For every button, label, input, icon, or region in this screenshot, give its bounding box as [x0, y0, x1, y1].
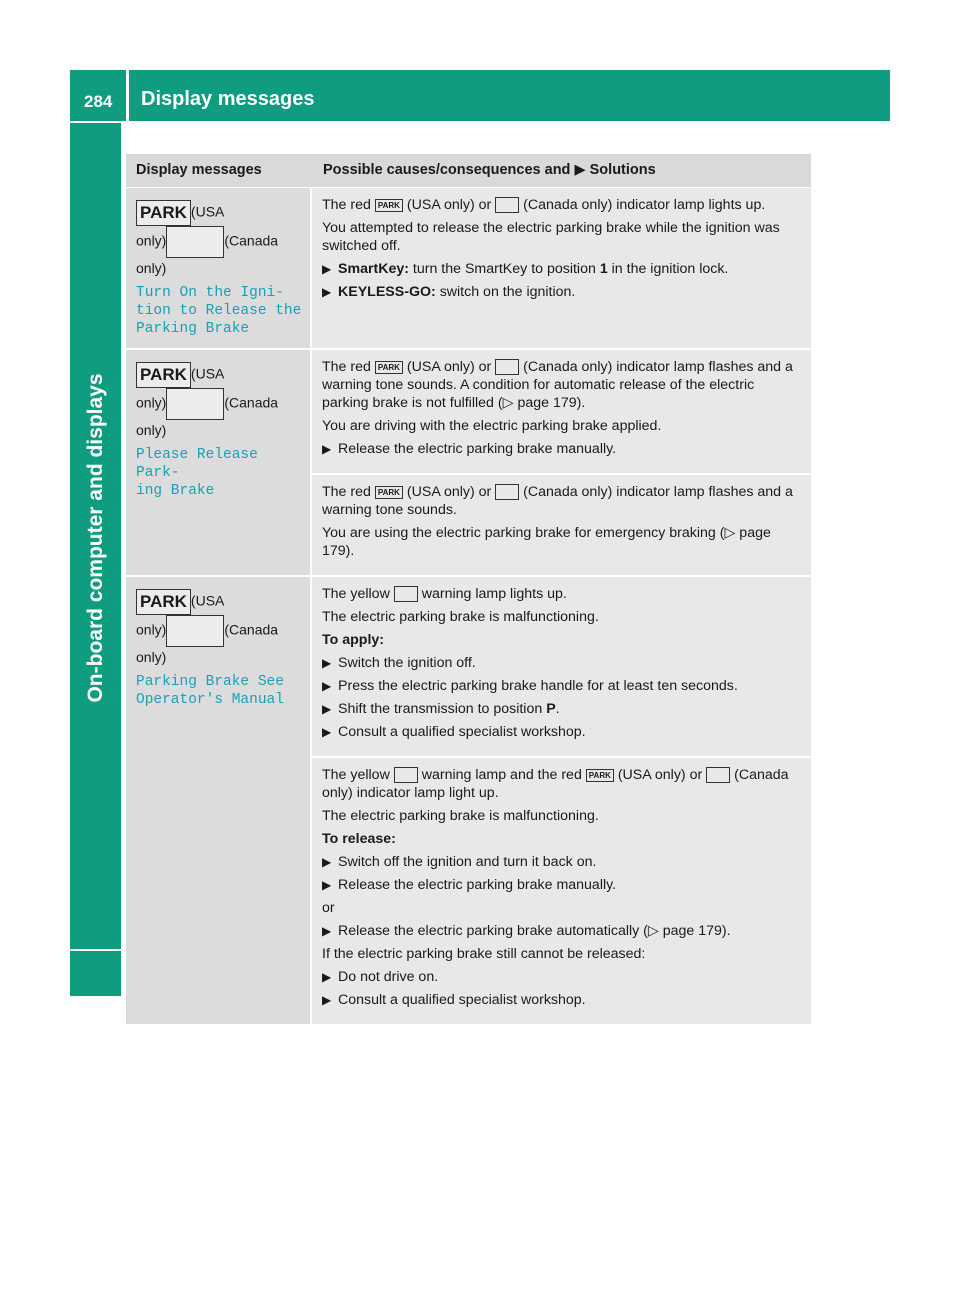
table-header	[126, 154, 811, 188]
arrow-icon: ▶	[322, 656, 332, 670]
park-lamp-icon: PARK	[136, 200, 191, 226]
parking-brake-lamp-icon	[495, 197, 519, 213]
step-item: ▶ Release the electric parking brake automatically (▷ page 179).	[322, 923, 731, 939]
display-message: Turn On the Igni- tion to Release the Parking Brake	[136, 285, 302, 337]
display-message: Parking Brake See Operator's Manual	[136, 674, 284, 708]
parking-brake-lamp-icon	[495, 359, 519, 375]
park-lamp-icon: PARK	[136, 362, 191, 388]
table-row	[126, 577, 811, 1026]
display-cell: PARK (USA only) (Canada only) Turn On the Igni- tion to Release the Parking Brake	[126, 188, 312, 348]
arrow-icon: ▶	[322, 924, 332, 938]
step-item: ▶ Shift the transmission to position P.	[322, 701, 560, 717]
cause-block: The red PARK (USA only) or (Canada only) indicator lamp flashes and a warning tone sounds. A condition for automatic release of the electric parking brake is not fulfilled (▷ page 179). You are driving with the electric parking brake applied. ▶ Release the electric parking brake manually.	[312, 350, 811, 473]
park-lamp-icon: PARK	[586, 769, 614, 782]
arrow-icon: ▶	[322, 993, 332, 1007]
parking-brake-lamp-icon	[394, 767, 418, 783]
page-number: 284	[84, 92, 113, 111]
step-item: ▶ Consult a qualified specialist workshop.	[322, 724, 586, 740]
parking-brake-lamp-icon	[495, 484, 519, 500]
col-causes: Possible causes/consequences and ▶ Solutions	[323, 162, 656, 178]
display-cell: PARK (USA only) (Canada only) Parking Brake See Operator's Manual	[126, 577, 312, 1024]
display-cell: PARK (USA only) (Canada only) Please Release Park- ing Brake	[126, 350, 312, 575]
messages-table	[126, 154, 811, 1026]
arrow-icon: ▶	[322, 855, 332, 869]
cause-block: The red PARK (USA only) or (Canada only) indicator lamp flashes and a warning tone sounds. You are using the electric parking brake for emergency braking (▷ page 179).	[312, 473, 811, 575]
parking-brake-lamp-icon	[706, 767, 730, 783]
cause-block: The yellow warning lamp lights up. The electric parking brake is malfunctioning. To apply: ▶ Switch the ignition off. ▶ Press the electric parking brake handle for at least ten seconds. ▶ Shift the transmission to position P. ▶ Consult a qualified specialist workshop.	[312, 577, 811, 756]
arrow-icon: ▶	[322, 702, 332, 716]
arrow-icon: ▶	[322, 970, 332, 984]
park-lamp-icon: PARK	[375, 199, 403, 212]
col-display-messages: Display messages	[136, 162, 262, 178]
step-item: ▶ Release the electric parking brake manually.	[322, 877, 617, 893]
step-item: ▶ Consult a qualified specialist workshop.	[322, 992, 586, 1008]
arrow-icon: ▶	[322, 442, 332, 456]
step-item: ▶ Do not drive on.	[322, 969, 439, 985]
display-message: Please Release Park- ing Brake	[136, 447, 258, 499]
step-item: ▶ Switch off the ignition and turn it back on.	[322, 854, 597, 870]
step-item: ▶ KEYLESS-GO: switch on the ignition.	[322, 284, 576, 300]
chapter-title: On-board computer and displays	[84, 373, 107, 703]
park-lamp-icon: PARK	[375, 361, 403, 374]
step-item: ▶ Switch the ignition off.	[322, 655, 476, 671]
parking-brake-lamp-icon	[394, 586, 418, 602]
step-item: ▶ SmartKey: turn the SmartKey to position 1 in the ignition lock.	[322, 261, 729, 277]
page-title: Display messages	[141, 88, 315, 110]
arrow-icon: ▶	[322, 262, 332, 276]
parking-brake-lamp-icon	[166, 388, 224, 420]
cause-block: The yellow warning lamp and the red PARK (USA only) or (Canada only) indicator lamp light up. The electric parking brake is malfunctioning. To release: ▶ Switch off the ignition and turn it back on. ▶ Release the electric parking brake manually. or ▶ Release the electric parking brake automatically (▷ page 179). If the electric parking brake still cannot be released: ▶ Do not drive on. ▶ Consult a qualified specialist workshop.	[312, 756, 811, 1024]
parking-brake-lamp-icon	[166, 615, 224, 647]
arrow-icon: ▶	[322, 285, 332, 299]
table-row	[126, 350, 811, 577]
table-row	[126, 188, 811, 350]
park-lamp-icon: PARK	[375, 486, 403, 499]
arrow-icon: ▶	[322, 679, 332, 693]
header-divider	[126, 70, 129, 121]
step-item: ▶ Release the electric parking brake manually.	[322, 441, 617, 457]
side-square	[70, 951, 121, 996]
arrow-icon: ▶	[322, 878, 332, 892]
arrow-icon: ▶	[322, 725, 332, 739]
arrow-icon: ▶	[574, 162, 586, 178]
park-lamp-icon: PARK	[136, 589, 191, 615]
cause-block: The red PARK (USA only) or (Canada only) indicator lamp lights up. You attempted to release the electric parking brake while the ignition was switched off. ▶ SmartKey: turn the SmartKey to position 1 in the ignition lock. ▶ KEYLESS-GO: switch on the ignition.	[312, 188, 811, 316]
parking-brake-lamp-icon	[166, 226, 224, 258]
step-item: ▶ Press the electric parking brake handle for at least ten seconds.	[322, 678, 738, 694]
